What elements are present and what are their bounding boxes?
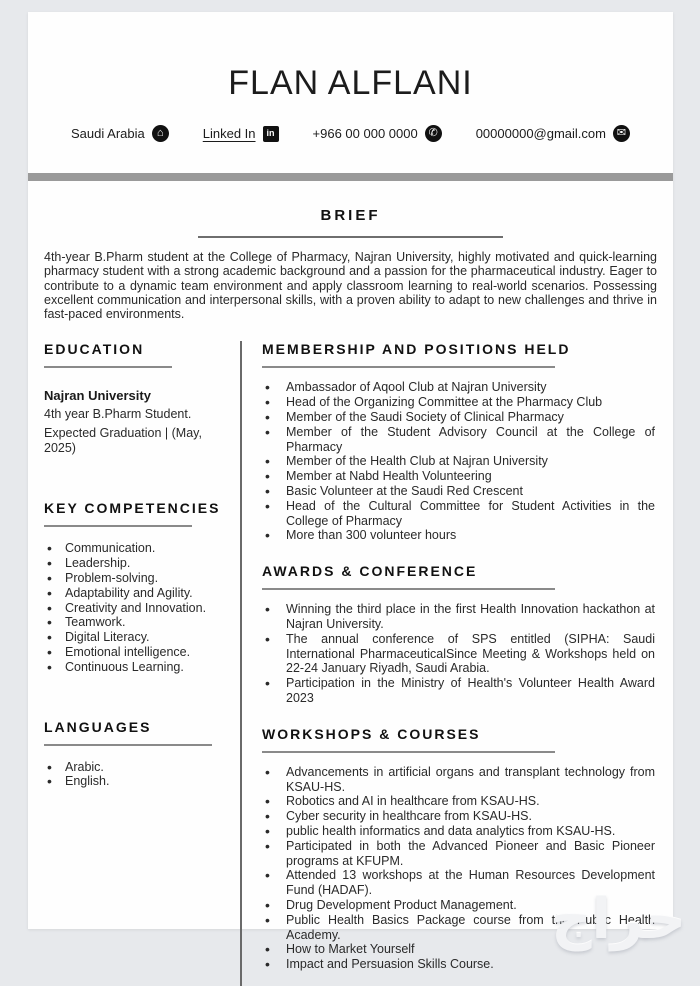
key-competencies-rule [44,525,192,527]
list-item: • Digital Literacy. [44,630,226,645]
education-graduation: Expected Graduation | (May, 2025) [44,426,202,456]
awards-title: AWARDS & CONFERENCE [262,563,478,580]
awards-section [262,563,655,706]
phone-icon: ✆ [425,125,442,142]
list-item: • Member of the Saudi Society of Clinical Pharmacy [262,410,655,425]
brief-section [28,207,673,321]
list-item: • Winning the third place in the first Health Innovation hackathon at Najran University. [262,602,655,632]
list-item: • Drug Development Product Management. [262,898,655,913]
education-rule [44,366,172,368]
list-item: • Basic Volunteer at the Saudi Red Crescent [262,484,655,499]
contact-email [476,125,630,142]
phone-label: +966 00 000 0000 [312,126,418,141]
membership-rule [262,366,555,368]
list-item: • Emotional intelligence. [44,645,226,660]
key-competencies-title: KEY COMPETENCIES [44,500,221,517]
location-label: Saudi Arabia [71,126,145,141]
brief-title: BRIEF [320,207,381,224]
languages-rule [44,744,212,746]
list-item: • Communication. [44,541,226,556]
email-icon: ✉ [613,125,630,142]
brief-text: 4th-year B.Pharm student at the College of Pharmacy, Najran University, highly motivated and quick-learning pharmacy student with a strong academic background and a passion for the pharmaceutical industry. Eager to contribute to a dynamic team environment and apply classroom learning to real-world scenarios. Possessing excellent communication and interpersonal skills, with a proven ability to adapt to new challenges and thrive in fast-paced environments. [44,250,657,322]
key-competencies-section [44,500,226,674]
linkedin-link[interactable]: Linked In [202,126,256,141]
education-section [44,341,226,456]
list-item: • Attended 13 workshops at the Human Resources Development Fund (HADAF). [262,868,655,898]
list-item: • English. [44,774,226,789]
home-location-icon: ⌂ [152,125,169,142]
list-item: • Cyber security in healthcare from KSAU-HS. [262,809,655,824]
languages-list [44,760,226,790]
resume-page [28,12,673,972]
education-school: Najran University [44,388,151,404]
email-label: 00000000@gmail.com [475,126,606,141]
awards-rule [262,588,555,590]
list-item: • How to Market Yourself [262,942,655,957]
list-item: • Adaptability and Agility. [44,586,226,601]
membership-list [262,380,655,543]
membership-section [262,341,655,543]
education-degree: 4th year B.Pharm Student. [44,407,192,422]
list-item: • Teamwork. [44,615,226,630]
left-column [28,341,240,986]
list-item: • Member of the Health Club at Najran University [262,454,655,469]
membership-title: MEMBERSHIP AND POSITIONS HELD [262,341,571,358]
key-competencies-list [44,541,226,674]
workshops-rule [262,751,555,753]
list-item: • Robotics and AI in healthcare from KSAU-HS. [262,794,655,809]
workshops-title: WORKSHOPS & COURSES [262,725,481,742]
list-item: • Member at Nabd Health Volunteering [262,469,655,484]
awards-list [262,602,655,706]
list-item: • Problem-solving. [44,571,226,586]
list-item: • Ambassador of Aqool Club at Najran University [262,380,655,395]
workshops-list [262,765,655,972]
header-divider-bar [28,173,673,181]
haraj-watermark: حراج [551,887,686,950]
list-item: • Head of the Cultural Committee for Student Activities in the College of Pharmacy [262,499,655,529]
list-item: • Public Health Basics Package course from the Public Health Academy. [262,913,655,943]
brief-rule [198,236,503,238]
list-item: • Member of the Student Advisory Council at the College of Pharmacy [262,425,655,455]
education-title: EDUCATION [44,341,145,358]
contact-location [71,125,169,142]
linkedin-icon[interactable]: in [263,126,279,142]
contact-phone [313,125,442,142]
list-item: • Continuous Learning. [44,660,226,675]
workshops-section [262,726,655,972]
list-item: • Leadership. [44,556,226,571]
list-item: • Arabic. [44,760,226,775]
contact-linkedin[interactable] [203,126,279,142]
list-item: • Participated in both the Advanced Pioneer and Basic Pioneer programs at KFUPM. [262,839,655,869]
languages-section [44,719,226,790]
list-item: • The annual conference of SPS entitled (SIPHA: Saudi International PharmaceuticalSince Meeting & Workshops held on 22-24 January Riyadh, Saudi Arabia. [262,632,655,676]
right-column [240,341,673,986]
contact-row [28,125,673,142]
columns [28,341,673,986]
languages-title: LANGUAGES [44,718,152,735]
list-item: • Participation in the Ministry of Health's Volunteer Health Award 2023 [262,676,655,706]
list-item: • Impact and Persuasion Skills Course. [262,957,655,972]
list-item: • Advancements in artificial organs and transplant technology from KSAU-HS. [262,765,655,795]
list-item: • More than 300 volunteer hours [262,528,655,543]
list-item: • Creativity and Innovation. [44,601,226,616]
list-item: • Head of the Organizing Committee at the Pharmacy Club [262,395,655,410]
list-item: • public health informatics and data analytics from KSAU-HS. [262,824,655,839]
page-title: FLAN ALFLANI [228,64,473,102]
